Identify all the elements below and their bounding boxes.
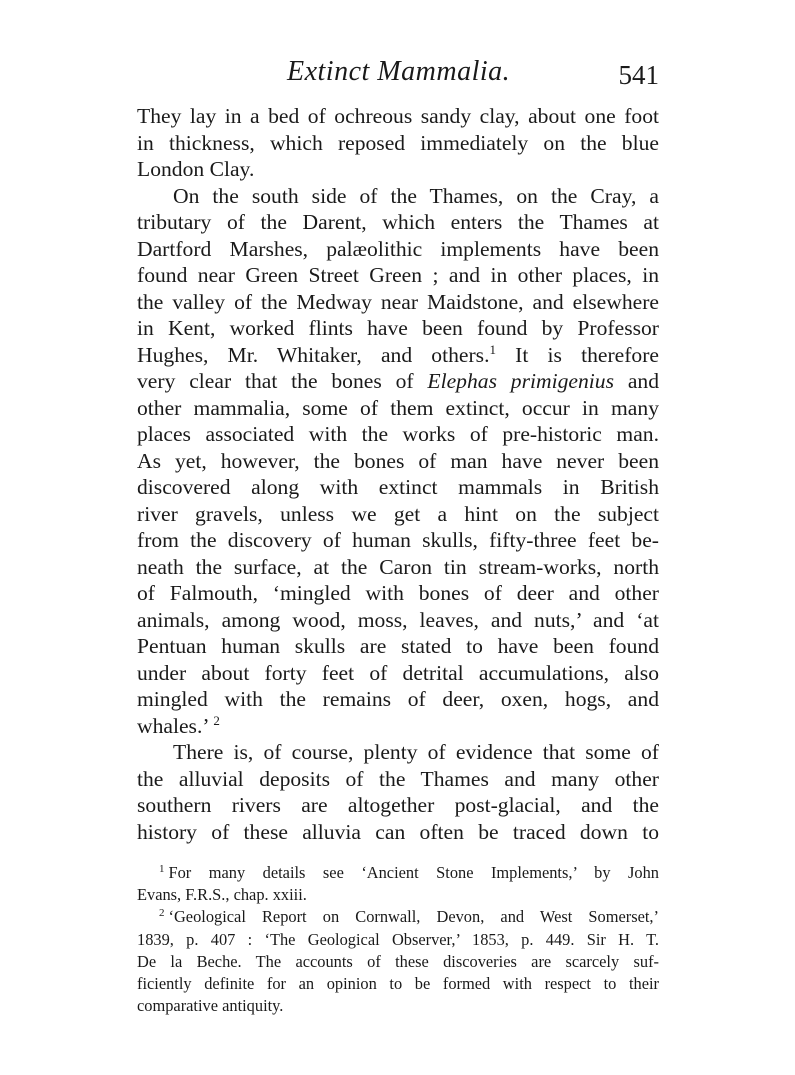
text-line: southern rivers are altogether post-glacial, and the [137, 793, 659, 817]
text-line: On the south side of the Thames, on the Cray, a [173, 183, 659, 208]
footnote-line [137, 906, 659, 928]
text-line: other mammalia, some of them extinct, occur in many [137, 395, 659, 420]
text-line: under about forty feet of detrital accumulations, also [137, 660, 659, 685]
text-line: in thickness, which reposed immediately on the blue [137, 130, 659, 155]
footnotes [137, 862, 659, 1017]
text-line: the valley of the Medway near Maidstone, and elsewhere [137, 289, 659, 314]
footnote-ref-1[interactable]: 1 [489, 341, 496, 357]
footnote-ref-2[interactable]: 2 [213, 712, 220, 728]
text-segment: Hughes, Mr. Whitaker, and others. [137, 342, 490, 367]
text-segment: whales.’ [137, 713, 208, 738]
species-name: Elephas primigenius [427, 369, 614, 393]
text-line: the alluvial deposits of the Thames and many other [137, 766, 659, 791]
text-segment: ‘Geological Report on Cornwall, Devon, and West Somerset,’ [168, 907, 659, 927]
text-line: Dartford Marshes, palæolithic implements have been [137, 236, 659, 261]
body-text [137, 103, 659, 845]
footnote-mark-1: 1 [159, 862, 165, 875]
page-number: 541 [618, 60, 659, 90]
text-line: tributary of the Darent, which enters the Thames at [137, 210, 659, 234]
footnote-line: 1839, p. 407 : ‘The Geological Observer,’ 1853, p. 449. Sir H. T. [137, 929, 659, 949]
text-line: Pentuan human skulls are stated to have been found [137, 634, 659, 658]
text-segment: and [627, 369, 659, 393]
text-line: animals, among wood, moss, leaves, and nuts,’ and ‘at [137, 607, 659, 632]
running-title: Extinct Mammalia. [287, 56, 511, 87]
text-line: As yet, however, the bones of man have never been [137, 448, 659, 473]
text-line: neath the surface, at the Caron tin stream-works, north [137, 554, 659, 579]
text-line: in Kent, worked flints have been found by Professor [137, 316, 659, 340]
footnote-line [137, 862, 659, 884]
text-segment: For many details see ‘Ancient Stone Implements,’ by John [168, 863, 659, 882]
text-line [137, 342, 659, 369]
page-header [137, 50, 659, 90]
text-line: history of these alluvia can often be traced down to [137, 819, 659, 844]
footnote-line: Evans, F.R.S., chap. xxiii. [137, 885, 307, 905]
text-line [137, 713, 659, 740]
footnote-line: comparative antiquity. [137, 996, 284, 1016]
text-line: found near Green Street Green ; and in other places, in [137, 263, 659, 287]
footnote-mark-2: 2 [159, 906, 165, 919]
text-line: from the discovery of human skulls, fifty-three feet be- [137, 528, 659, 552]
footnote-line: De la Beche. The accounts of these discoveries are scarcely suf- [137, 951, 659, 971]
text-line: places associated with the works of pre-historic man. [137, 422, 659, 446]
text-line: London Clay. [137, 157, 255, 181]
text-line: There is, of course, plenty of evidence that some of [173, 740, 659, 764]
text-segment: It is therefore [515, 342, 659, 367]
text-line: river gravels, unless we get a hint on the subject [137, 501, 659, 526]
footnote-line: ficiently definite for an opinion to be formed with respect to their [137, 974, 659, 994]
text-line: mingled with the remains of deer, oxen, hogs, and [137, 687, 659, 711]
text-line: discovered along with extinct mammals in British [137, 475, 659, 499]
text-line: They lay in a bed of ochreous sandy clay, about one foot [137, 104, 659, 128]
text-segment: very clear that the bones of [137, 369, 414, 393]
text-line [137, 368, 659, 395]
text-line: of Falmouth, ‘mingled with bones of deer and other [137, 581, 659, 605]
